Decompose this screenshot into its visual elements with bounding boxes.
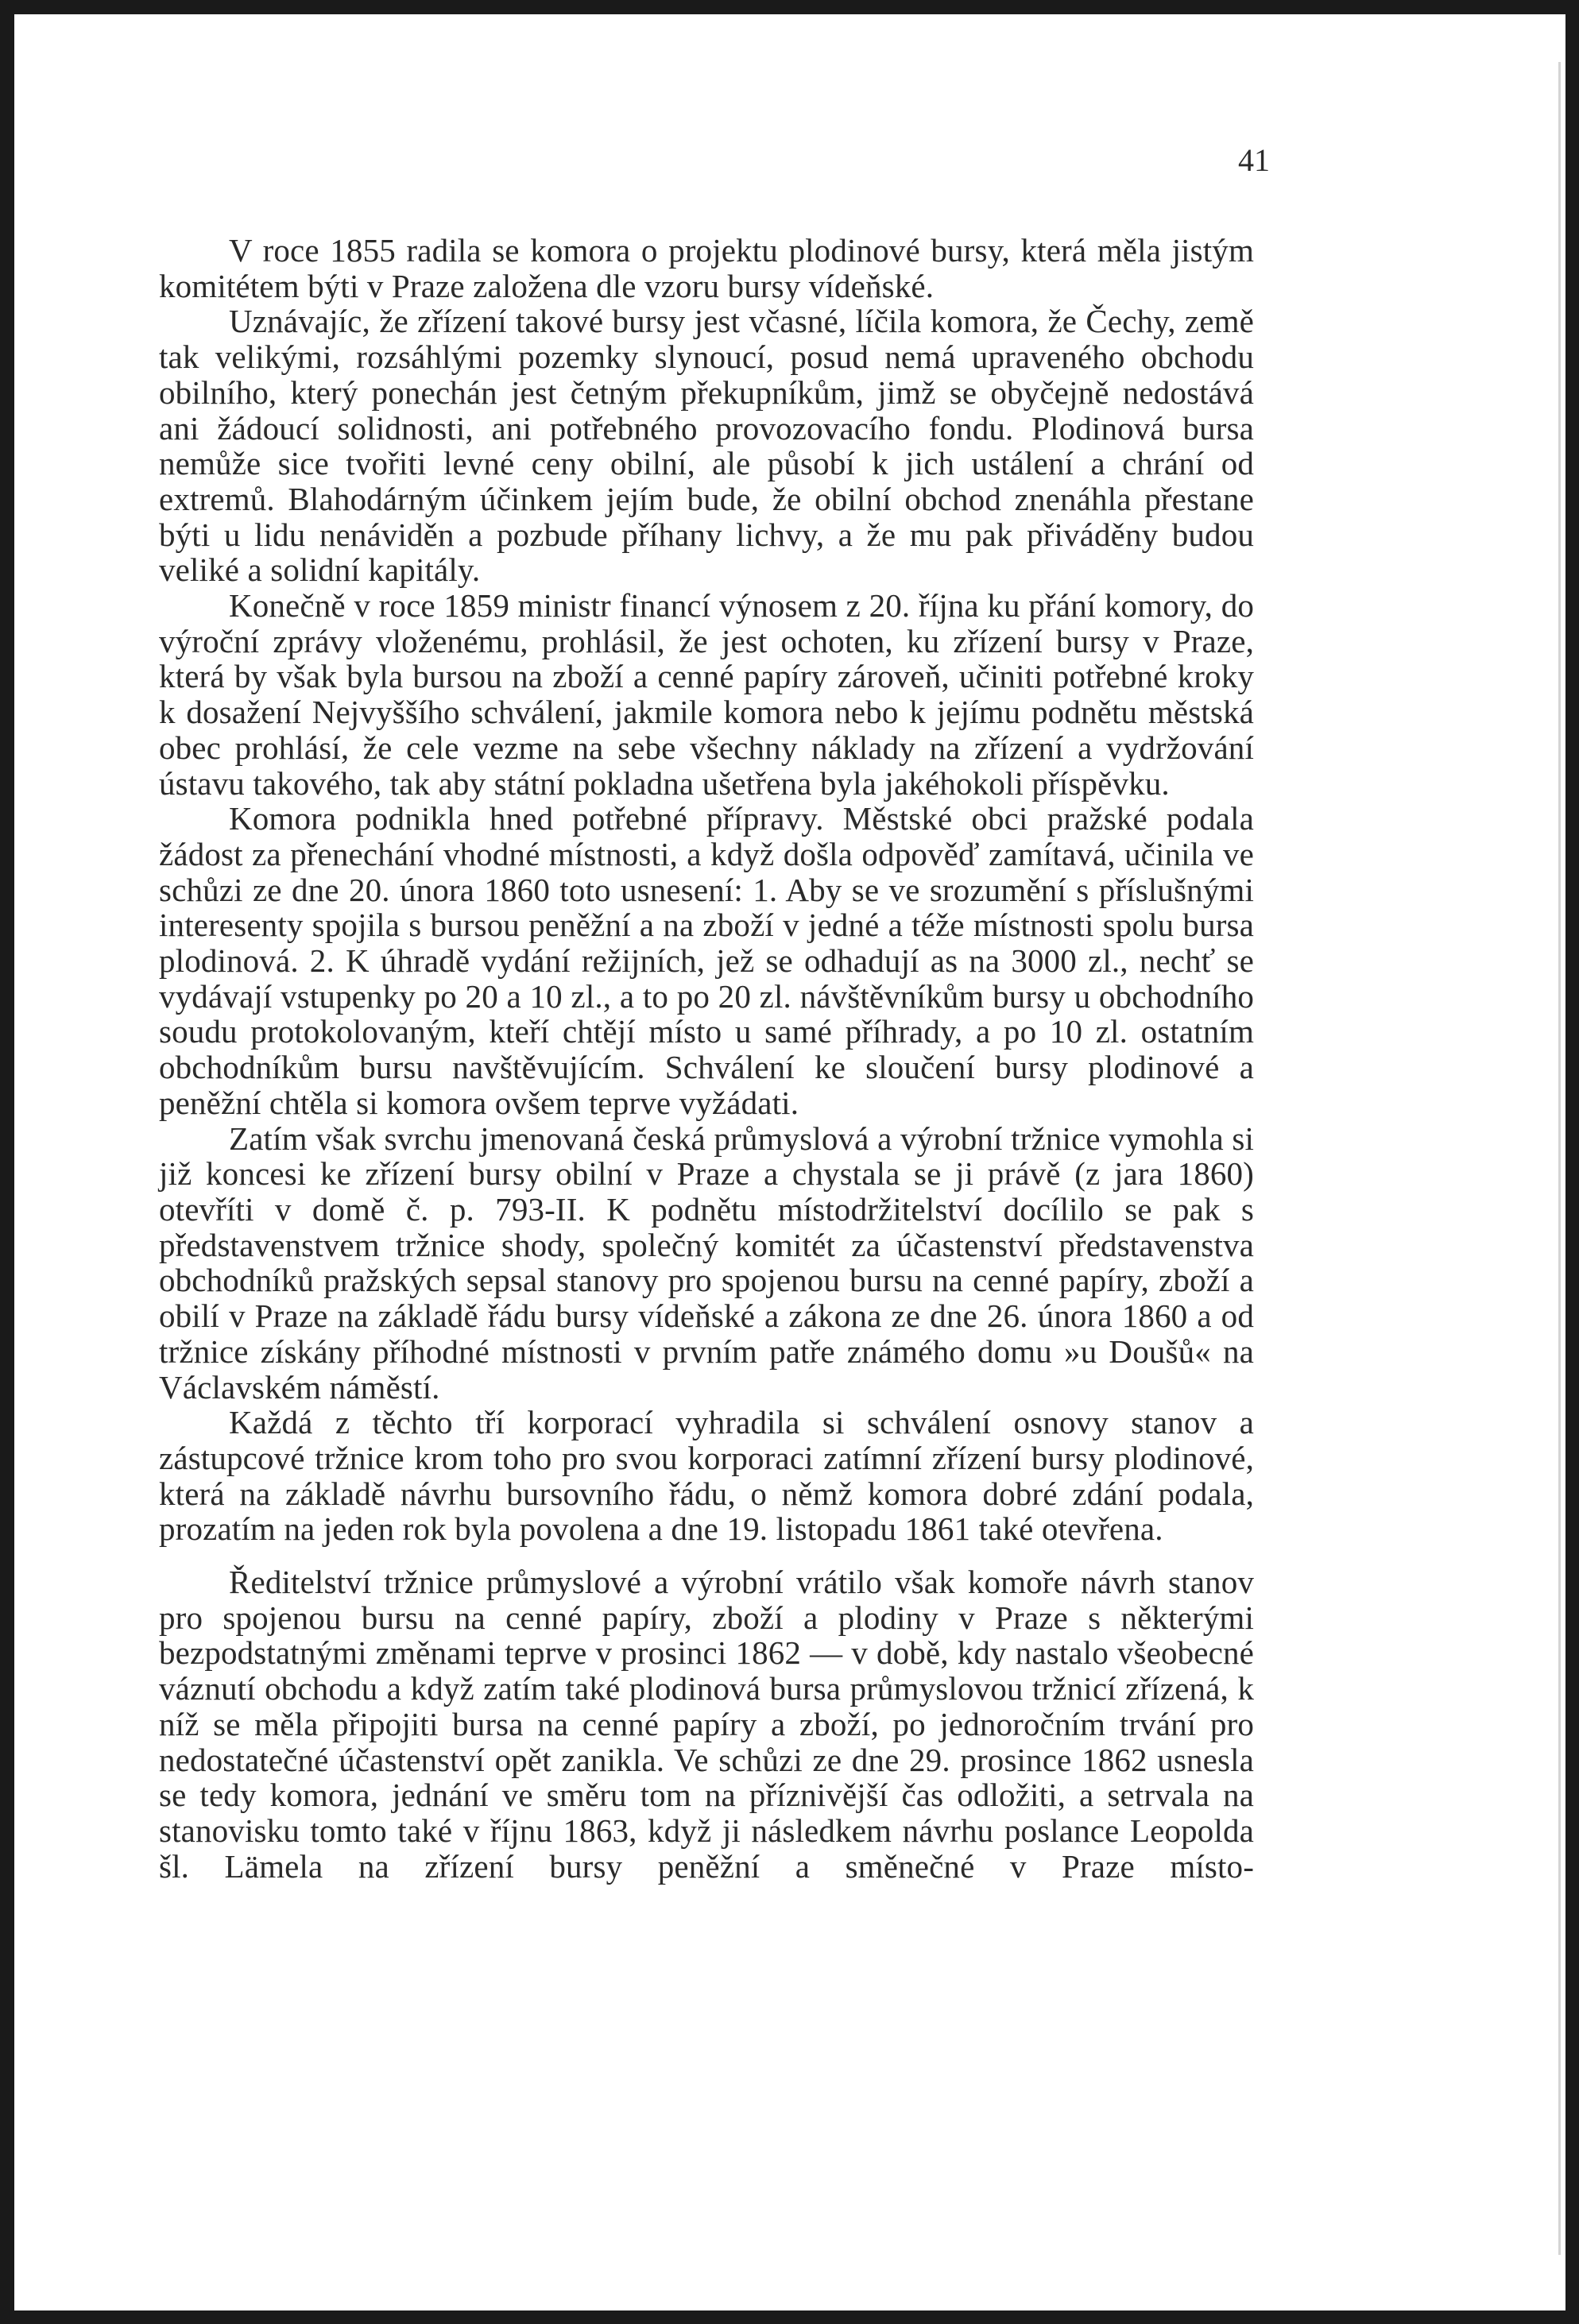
paragraph-1: V roce 1855 radila se komora o projektu plodinové bursy, která měla jistým komitétem býti v Praze založena dle vzoru bursy vídeňské. xyxy=(159,232,1254,304)
paragraph-3: Konečně v roce 1859 ministr financí výnosem z 20. října ku přání komory, do výroční zprávy vloženému, prohlásil, že jest ochoten, ku zřízení bursy v Praze, která by však byla bursou na zboží a cenné papíry zároveň, učiniti potřebné kroky k dosažení Nejvyššího schválení, jakmile komora nebo k jejímu podnětu městská obec prohlásí, že cele vezme na sebe všechny náklady na zřízení a vydržování ústavu takového, tak aby státní pokladna ušetřena byla jakéhokoli příspěvku. xyxy=(159,587,1254,802)
book-page xyxy=(14,14,1565,2310)
paragraph-4: Komora podnikla hned potřebné přípravy. Městské obci pražské podala žádost za přenechání vhodné místnosti, a když došla odpověď zamítavá, učinila ve schůzi ze dne 20. února 1860 toto usnesení: 1. Aby se ve srozumění s příslušnými interesenty spojila s bursou peněžní a na zboží v jedné a téže místnosti spolu bursa plodinová. 2. K úhradě vydání režijních, jež se odhadují as na 3000 zl., nechť se vydávají vstupenky po 20 a 10 zl., a to po 20 zl. návštěvníkům bursy u obchodního soudu protokolovaným, kteří chtějí místo u samé příhrady, a po 10 zl. ostatním obchodníkům bursu navštěvujícím. Schválení ke sloučení bursy plodinové a peněžní chtěla si komora ovšem teprve vyžádati. xyxy=(159,800,1254,1121)
page-edge-line xyxy=(1558,62,1561,2255)
paragraph-2: Uznávajíc, že zřízení takové bursy jest včasné, líčila komora, že Čechy, země tak velikými, rozsáhlými pozemky slynoucí, posud nemá upraveného obchodu obilního, který ponechán jest četným překupníkům, jimž se obyčejně nedostává ani žádoucí solidnosti, ani potřebného provozovacího fondu. Plodinová bursa nemůže sice tvořiti levné ceny obilní, ale působí k jich ustálení a chrání od extremů. Blahodárným účinkem jejím bude, že obilní obchod znenáhla přestane býti u lidu nenáviděn a pozbude příhany lichvy, a že mu pak přiváděny budou veliké a solidní kapitály. xyxy=(159,303,1254,589)
paragraph-7: Ředitelství tržnice průmyslové a výrobní vrátilo však komoře návrh stanov pro spojenou bursu na cenné papíry, zboží a plodiny v Praze s některými bezpodstatnými změnami teprve v prosinci 1862 — v době, kdy nastalo všeobecné váznutí obchodu a když zatím také plodinová bursa průmyslovou tržnicí zřízená, k níž se měla připojiti bursa na cenné papíry a zboží, po jednoročním trvání pro nedostatečné účastenství opět zanikla. Ve schůzi ze dne 29. prosince 1862 usnesla se tedy komora, jednání ve směru tom na příznivější čas odložiti, a setrvala na stanovisku tomto také v říjnu 1863, když ji následkem návrhu poslance Leopolda šl. Lämela na zřízení bursy peněžní a směnečné v Praze místo- xyxy=(159,1564,1254,1885)
paragraph-5: Zatím však svrchu jmenovaná česká průmyslová a výrobní tržnice vymohla si již koncesi ke zřízení bursy obilní v Praze a chystala se ji právě (z jara 1860) otevříti v domě č. p. 793-II. K podnětu místodržitelství docílilo se pak s představenstvem tržnice shody, společný komitét za účastenství představenstva obchodníků pražských sepsal stanovy pro spojenou bursu na cenné papíry, zboží a obilí v Praze na základě řádu bursy vídeňské a zákona ze dne 26. února 1860 a od tržnice získány příhodné místnosti v prvním patře známého domu »u Doušů« na Václavském náměstí. xyxy=(159,1119,1254,1406)
body-text xyxy=(159,233,1254,1884)
page-number: 41 xyxy=(1238,142,1270,178)
paragraph-6: Každá z těchto tří korporací vyhradila si schválení osnovy stanov a zástupcové tržnice krom toho pro svou korporaci zatímní zřízení bursy plodinové, která na základě návrhu bursovního řádu, o němž komora dobré zdání podala, prozatím na jeden rok byla povolena a dne 19. listopadu 1861 také otevřena. xyxy=(159,1404,1254,1548)
